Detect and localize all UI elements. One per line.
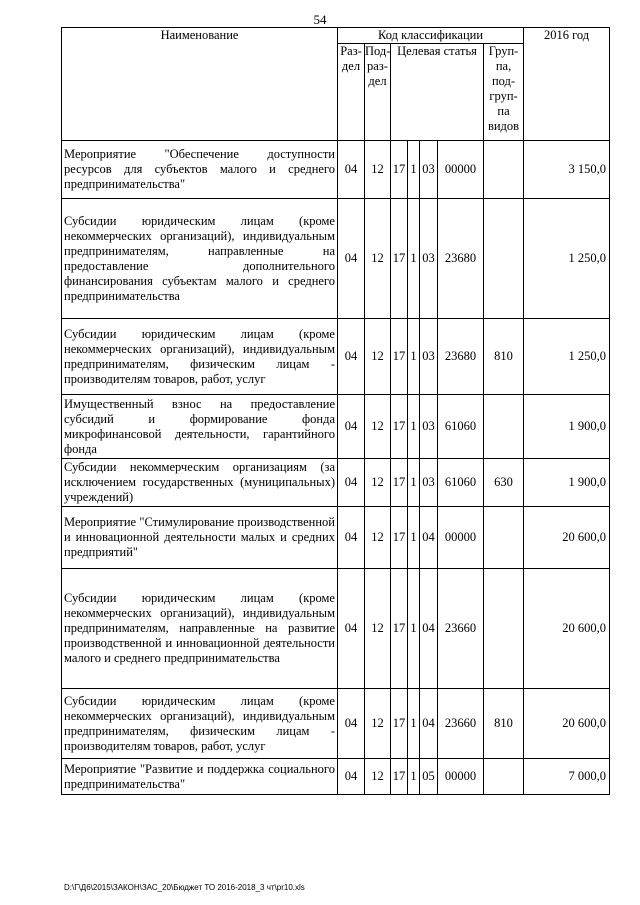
cell-cs2: 1 [408, 759, 420, 795]
cell-cs2: 1 [408, 569, 420, 689]
cell-cs2: 1 [408, 459, 420, 507]
table-row [62, 459, 610, 507]
cell-name: Имущественный взнос на предоставление субсидий и формирование фонда микрофинансовой деятельности, гарантийного фонда [62, 395, 338, 459]
cell-cs2: 1 [408, 507, 420, 569]
cell-name: Мероприятие "Стимулирование производственной и инновационной деятельности малых и средних предприятий" [62, 507, 338, 569]
header-group: Груп-па, под-груп-па видов [484, 44, 524, 141]
cell-cs2: 1 [408, 689, 420, 759]
header-razdel: Раз-дел [338, 44, 365, 141]
cell-cs4: 23680 [438, 199, 484, 319]
cell-amount: 1 900,0 [524, 459, 610, 507]
header-classification: Код классификации [338, 28, 524, 44]
cell-name: Мероприятие "Обеспечение доступности ресурсов для субъектов малого и среднего предпринимательства" [62, 141, 338, 199]
cell-cs3: 03 [420, 395, 438, 459]
header-podrazdel: Под-раз-дел [365, 44, 391, 141]
table-row [62, 395, 610, 459]
table-row [62, 507, 610, 569]
header-name: Наименование [62, 28, 338, 141]
cell-group: 810 [484, 689, 524, 759]
cell-cs1: 17 [391, 319, 408, 395]
cell-name: Мероприятие "Развитие и поддержка социального предпринимательства" [62, 759, 338, 795]
cell-cs1: 17 [391, 199, 408, 319]
cell-cs1: 17 [391, 141, 408, 199]
page-number: 54 [313, 12, 327, 27]
cell-cs1: 17 [391, 759, 408, 795]
cell-group [484, 141, 524, 199]
cell-name: Субсидии юридическим лицам (кроме некоммерческих организаций), индивидуальным предпринимателям, направленные на развитие производственной и инновационной деятельности малого и среднего предпринимательства [62, 569, 338, 689]
budget-table [61, 27, 610, 795]
cell-group [484, 569, 524, 689]
cell-razdel: 04 [338, 759, 365, 795]
cell-amount: 20 600,0 [524, 569, 610, 689]
cell-cs2: 1 [408, 395, 420, 459]
cell-group: 810 [484, 319, 524, 395]
cell-podrazdel: 12 [365, 569, 391, 689]
cell-name: Субсидии юридическим лицам (кроме некоммерческих организаций), индивидуальным предпринимателям, физическим лицам - производителям товаров, работ, услуг [62, 689, 338, 759]
cell-cs2: 1 [408, 141, 420, 199]
cell-group [484, 759, 524, 795]
cell-group [484, 507, 524, 569]
cell-razdel: 04 [338, 459, 365, 507]
cell-cs3: 04 [420, 689, 438, 759]
cell-cs1: 17 [391, 507, 408, 569]
cell-amount: 1 250,0 [524, 319, 610, 395]
table-row [62, 569, 610, 689]
cell-cs3: 03 [420, 319, 438, 395]
cell-razdel: 04 [338, 507, 365, 569]
header-target: Целевая статья [391, 44, 484, 141]
cell-cs4: 61060 [438, 459, 484, 507]
cell-podrazdel: 12 [365, 759, 391, 795]
table-row [62, 141, 610, 199]
cell-group: 630 [484, 459, 524, 507]
cell-podrazdel: 12 [365, 689, 391, 759]
cell-cs4: 23660 [438, 689, 484, 759]
cell-cs2: 1 [408, 199, 420, 319]
cell-amount: 3 150,0 [524, 141, 610, 199]
cell-cs3: 04 [420, 507, 438, 569]
cell-cs1: 17 [391, 459, 408, 507]
cell-cs3: 03 [420, 141, 438, 199]
cell-cs3: 04 [420, 569, 438, 689]
cell-razdel: 04 [338, 689, 365, 759]
cell-amount: 1 250,0 [524, 199, 610, 319]
cell-razdel: 04 [338, 199, 365, 319]
cell-cs3: 03 [420, 199, 438, 319]
cell-podrazdel: 12 [365, 459, 391, 507]
cell-podrazdel: 12 [365, 141, 391, 199]
cell-amount: 1 900,0 [524, 395, 610, 459]
cell-podrazdel: 12 [365, 395, 391, 459]
cell-podrazdel: 12 [365, 319, 391, 395]
cell-cs4: 00000 [438, 507, 484, 569]
cell-razdel: 04 [338, 395, 365, 459]
cell-name: Субсидии некоммерческим организациям (за исключением государственных (муниципальных) учреждений) [62, 459, 338, 507]
cell-cs4: 23660 [438, 569, 484, 689]
cell-amount: 7 000,0 [524, 759, 610, 795]
cell-amount: 20 600,0 [524, 689, 610, 759]
cell-cs3: 03 [420, 459, 438, 507]
file-path-footer: D:\Г\Д6\2015\ЗАКОН\ЗАС_20\Бюджет ТО 2016-2018_3 чт\pr10.xls [64, 883, 305, 892]
header-year: 2016 год [524, 28, 610, 141]
cell-group [484, 199, 524, 319]
table-row [62, 199, 610, 319]
table-row [62, 319, 610, 395]
cell-cs1: 17 [391, 395, 408, 459]
cell-razdel: 04 [338, 569, 365, 689]
cell-razdel: 04 [338, 319, 365, 395]
cell-cs1: 17 [391, 689, 408, 759]
cell-cs4: 00000 [438, 759, 484, 795]
cell-name: Субсидии юридическим лицам (кроме некоммерческих организаций), индивидуальным предпринимателям, направленные на предоставление дополнительного финансирования субъектам малого и среднего предпринимательства [62, 199, 338, 319]
cell-cs4: 23680 [438, 319, 484, 395]
cell-group [484, 395, 524, 459]
cell-cs4: 00000 [438, 141, 484, 199]
cell-name: Субсидии юридическим лицам (кроме некоммерческих организаций), индивидуальным предпринимателям, физическим лицам - производителям товаров, работ, услуг [62, 319, 338, 395]
cell-podrazdel: 12 [365, 507, 391, 569]
cell-cs4: 61060 [438, 395, 484, 459]
cell-cs3: 05 [420, 759, 438, 795]
cell-amount: 20 600,0 [524, 507, 610, 569]
table-row [62, 689, 610, 759]
cell-razdel: 04 [338, 141, 365, 199]
cell-podrazdel: 12 [365, 199, 391, 319]
cell-cs1: 17 [391, 569, 408, 689]
cell-cs2: 1 [408, 319, 420, 395]
table-row [62, 759, 610, 795]
